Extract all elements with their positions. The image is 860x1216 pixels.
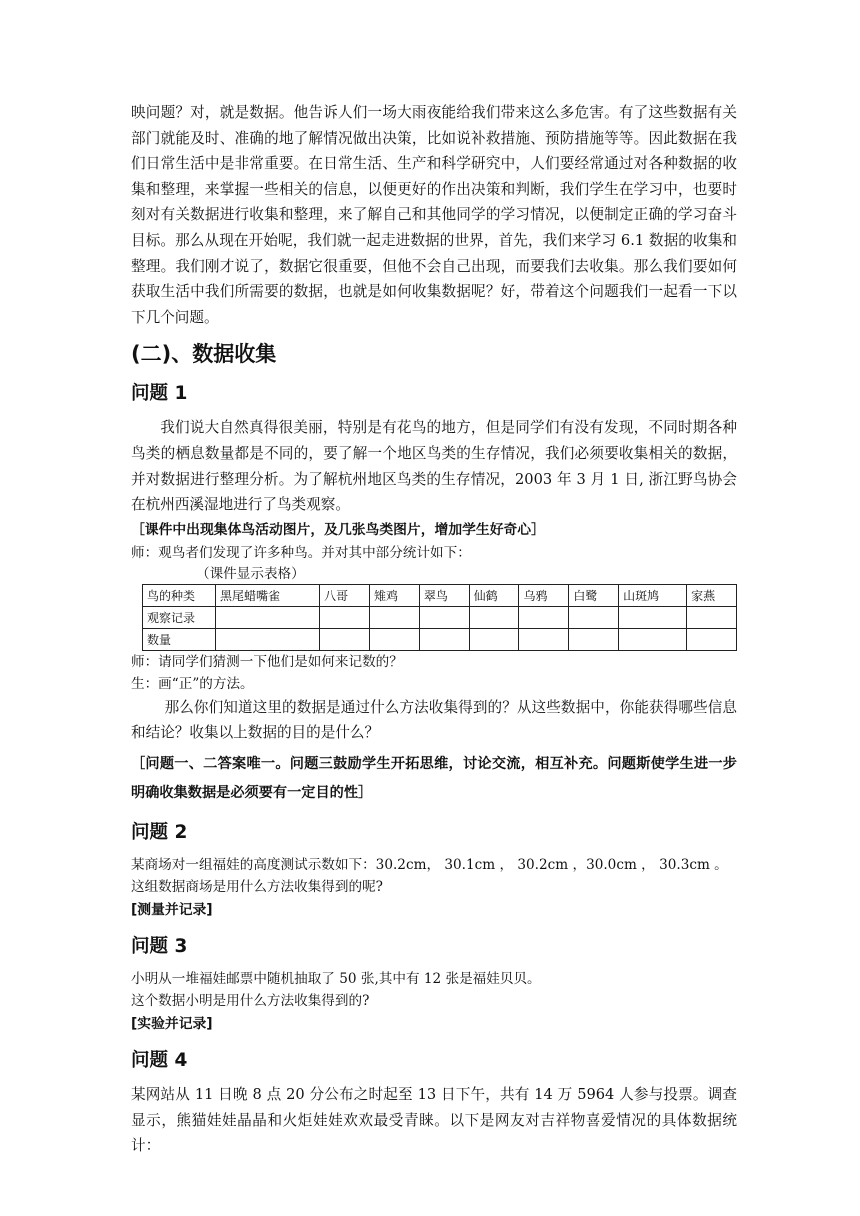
species-cell: 家燕 xyxy=(687,584,737,606)
empty-cell xyxy=(469,606,519,628)
teacher-line: 师：观鸟者们发现了许多种鸟。并对其中部分统计如下： xyxy=(131,544,471,561)
species-cell: 乌鸦 xyxy=(519,584,569,606)
question-4-title: 问题 4 xyxy=(131,1049,188,1071)
follow-up-paragraph: 那么你们知道这里的数据是通过什么方法收集得到的？从这些数据中，你能获得哪些信息和结论？收集以上数据的目的是什么？ xyxy=(131,698,737,742)
empty-cell xyxy=(216,628,320,650)
empty-cell xyxy=(370,606,420,628)
row-label-cell: 观察记录 xyxy=(143,606,216,628)
empty-cell xyxy=(619,628,687,650)
question-1-paragraph: 我们说大自然真得很美丽，特别是有花鸟的地方，但是同学们有没有发现，不同时期各种鸟类的栖息数量都是不同的，要了解一个地区鸟类的生存情况，我们必须要收集相关的数据，并对数据进行整理分析。为了解杭州地区鸟类的生存情况，2003 年 3 月 1 日, 浙江野鸟协会在杭州西溪湿地进行了鸟类观察。 xyxy=(131,419,737,514)
row-label-cell: 数量 xyxy=(143,628,216,650)
empty-cell xyxy=(419,606,469,628)
empty-cell xyxy=(519,628,569,650)
question-2-line-2: 这组数据商场是用什么方法收集得到的呢? xyxy=(131,878,383,895)
teacher-question: 师：请同学们猜测一下他们是如何来记数的？ xyxy=(131,653,403,670)
section-title: (二)、数据收集 xyxy=(131,342,277,367)
student-answer: 生：画“正”的方法。 xyxy=(131,675,254,692)
question-4-paragraph: 某网站从 11 日晚 8 点 20 分公布之时起至 13 日下午，共有 14 万 5964 人参与投票。调查显示，熊猫娃娃晶晶和火炬娃娃欢欢最受青睐。以下是网友对吉祥物喜爱情况的具体数据统计： xyxy=(131,1085,737,1155)
empty-cell xyxy=(687,628,737,650)
species-cell: 雉鸡 xyxy=(370,584,420,606)
species-cell: 仙鹤 xyxy=(469,584,519,606)
species-cell: 白鹭 xyxy=(569,584,619,606)
empty-cell xyxy=(320,606,370,628)
species-cell: 黑尾蜡嘴雀 xyxy=(216,584,320,606)
teaching-note: ［问题一、二答案唯一。问题三鼓励学生开拓思维，讨论交流，相互补充。问题斯使学生进一步明确收集数据是必须要有一定目的性］ xyxy=(131,755,737,801)
intro-paragraph: 映问题？对，就是数据。他告诉人们一场大雨夜能给我们带来这么多危害。有了这些数据有关部门就能及时、准确的地了解情况做出决策，比如说补救措施、预防措施等等。因此数据在我们日常生活中是非常重要。在日常生活、生产和科学研究中，人们要经常通过对各种数据的收集和整理，来掌握一些相关的信息，以便更好的作出决策和判断，我们学生在学习中，也要时刻对有关数据进行收集和整理，来了解自己和其他同学的学习情况，以便制定正确的学习奋斗目标。那么从现在开始呢，我们就一起走进数据的世界，首先，我们来学习 6.1 数据的收集和整理。我们刚才说了，数据它很重要，但他不会自己出现，而要我们去收集。那么我们要如何获取生活中我们所需要的数据，也就是如何收集数据呢？好，带着这个问题我们一起看一下以下几个问题。 xyxy=(131,104,737,326)
question-2-note: [测量并记录] xyxy=(131,901,213,918)
question-3-line-1: 小明从一堆福娃邮票中随机抽取了 50 张,其中有 12 张是福娃贝贝。 xyxy=(131,970,541,987)
bird-observation-table xyxy=(142,584,737,651)
species-cell: 山斑鸠 xyxy=(619,584,687,606)
question-3-title: 问题 3 xyxy=(131,935,188,957)
question-1-title: 问题 1 xyxy=(131,383,188,405)
table-row xyxy=(143,628,737,650)
species-cell: 翠鸟 xyxy=(419,584,469,606)
question-3-line-2: 这个数据小明是用什么方法收集得到的? xyxy=(131,992,370,1009)
empty-cell xyxy=(469,628,519,650)
empty-cell xyxy=(320,628,370,650)
empty-cell xyxy=(687,606,737,628)
empty-cell xyxy=(370,628,420,650)
empty-cell xyxy=(569,628,619,650)
courseware-note: ［课件中出现集体鸟活动图片，及几张鸟类图片，增加学生好奇心］ xyxy=(131,521,545,538)
empty-cell xyxy=(216,606,320,628)
table-header-cell: 鸟的种类 xyxy=(143,584,216,606)
table-row xyxy=(143,584,737,606)
question-3-note: [实验并记录] xyxy=(131,1015,213,1032)
empty-cell xyxy=(619,606,687,628)
empty-cell xyxy=(519,606,569,628)
table-row xyxy=(143,606,737,628)
species-cell: 八哥 xyxy=(320,584,370,606)
question-2-title: 问题 2 xyxy=(131,821,188,843)
table-caption: （课件显示表格） xyxy=(196,565,305,582)
document-body xyxy=(131,100,737,1159)
empty-cell xyxy=(569,606,619,628)
empty-cell xyxy=(419,628,469,650)
question-2-line-1: 某商场对一组福娃的高度测试示数如下：30.2cm， 30.1cm ， 30.2cm ，30.0cm ， 30.3cm 。 xyxy=(131,856,728,873)
